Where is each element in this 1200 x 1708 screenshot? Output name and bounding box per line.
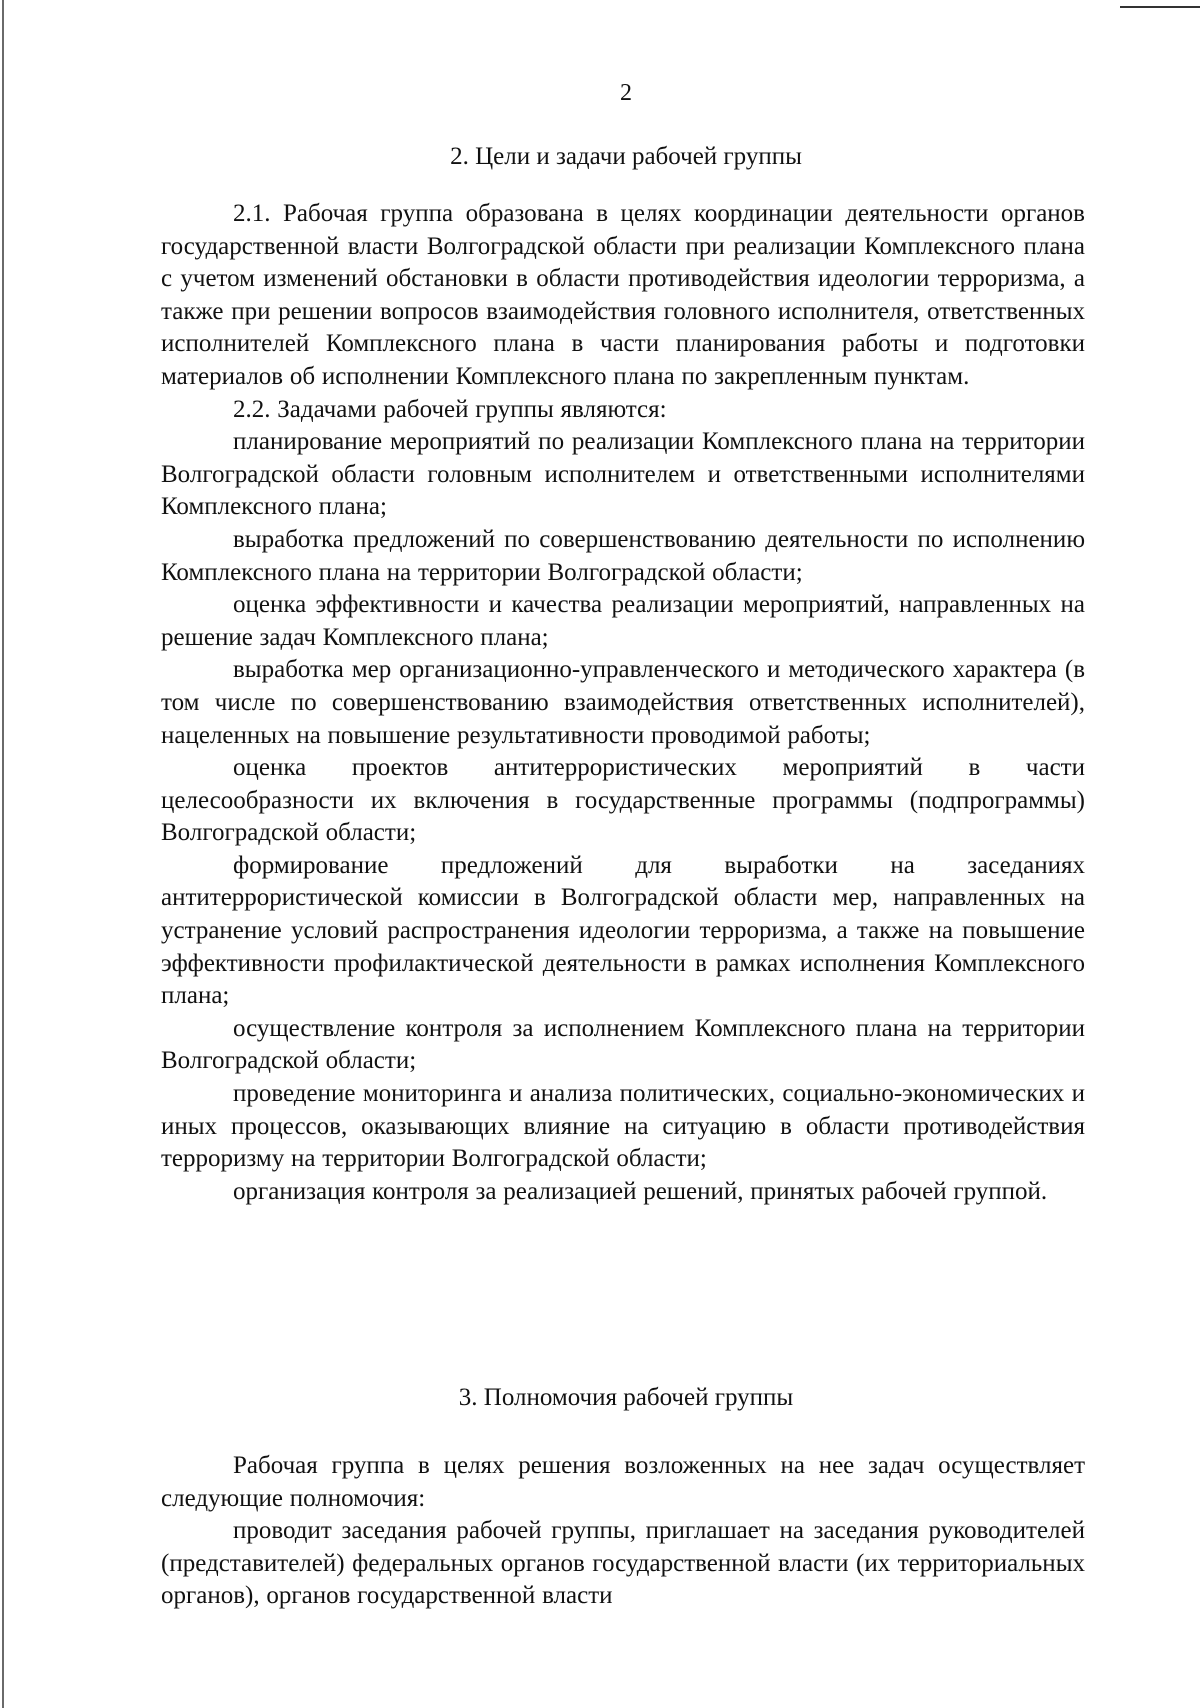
task-item: формирование предложений для выработки на заседаниях антитеррористической комиссии в Волгоградской области мер, направленных на устранение условий распространения идеологии терроризма, а также на повышение эффективности профилактической деятельности в рамках исполнения Комплексного плана; [161, 851, 1085, 1010]
task-item: организация контроля за реализацией решений, принятых рабочей группой. [233, 1177, 1048, 1205]
task-item: оценка эффективности и качества реализации мероприятий, направленных на решение задач Комплексного плана; [161, 591, 1085, 651]
paragraph-2-1: 2.1. Рабочая группа образована в целях координации деятельности органов государственной власти Волгоградской области при реализации Комплексного плана с учетом изменений обстановки в области противодействия идеологии терроризма, а также при решении вопросов взаимодействия головного исполнителя, ответственных исполнителей Комплексного плана в части планирования работы и подготовки материалов об исполнении Комплексного плана по закрепленным пунктам. [161, 200, 1085, 390]
paragraph-2-2: 2.2. Задачами рабочей группы являются: [233, 395, 667, 423]
scan-top-line [1120, 6, 1200, 8]
power-item: проводит заседания рабочей группы, приглашает на заседания руководителей (представителей) федеральных органов государственной власти (их территориальных органов), органов государственной власти [161, 1517, 1085, 1610]
task-item: планирование мероприятий по реализации Комплексного плана на территории Волгоградской области головным исполнителем и ответственными исполнителями Комплексного плана; [161, 428, 1085, 521]
task-item: выработка предложений по совершенствованию деятельности по исполнению Комплексного плана на территории Волгоградской области; [161, 525, 1085, 586]
task-item: выработка мер организационно-управленческого и методического характера (в том числе по совершенствованию взаимодействия ответственных исполнителей), нацеленных на повышение результативности проводимой работы; [161, 656, 1085, 749]
page-number: 2 [620, 80, 632, 106]
task-item: осуществление контроля за исполнением Комплексного плана на территории Волгоградской области; [161, 1014, 1085, 1075]
section-2-body [161, 198, 1085, 1208]
section-3-title: 3. Полномочия рабочей группы [458, 1384, 794, 1411]
scan-edge-line [2, 0, 4, 1708]
section-3-body [161, 1450, 1085, 1613]
section-2-title: 2. Цели и задачи рабочей группы [450, 143, 802, 170]
task-item: оценка проектов антитеррористических мероприятий в части целесообразности их включения в государственные программы (подпрограммы) Волгоградской области; [161, 754, 1085, 847]
paragraph-3-intro: Рабочая группа в целях решения возложенных на нее задач осуществляет следующие полномочия: [161, 1452, 1085, 1512]
task-item: проведение мониторинга и анализа политических, социально-экономических и иных процессов, оказывающих влияние на ситуацию в области противодействия терроризму на территории Волгоградской области; [161, 1080, 1085, 1173]
